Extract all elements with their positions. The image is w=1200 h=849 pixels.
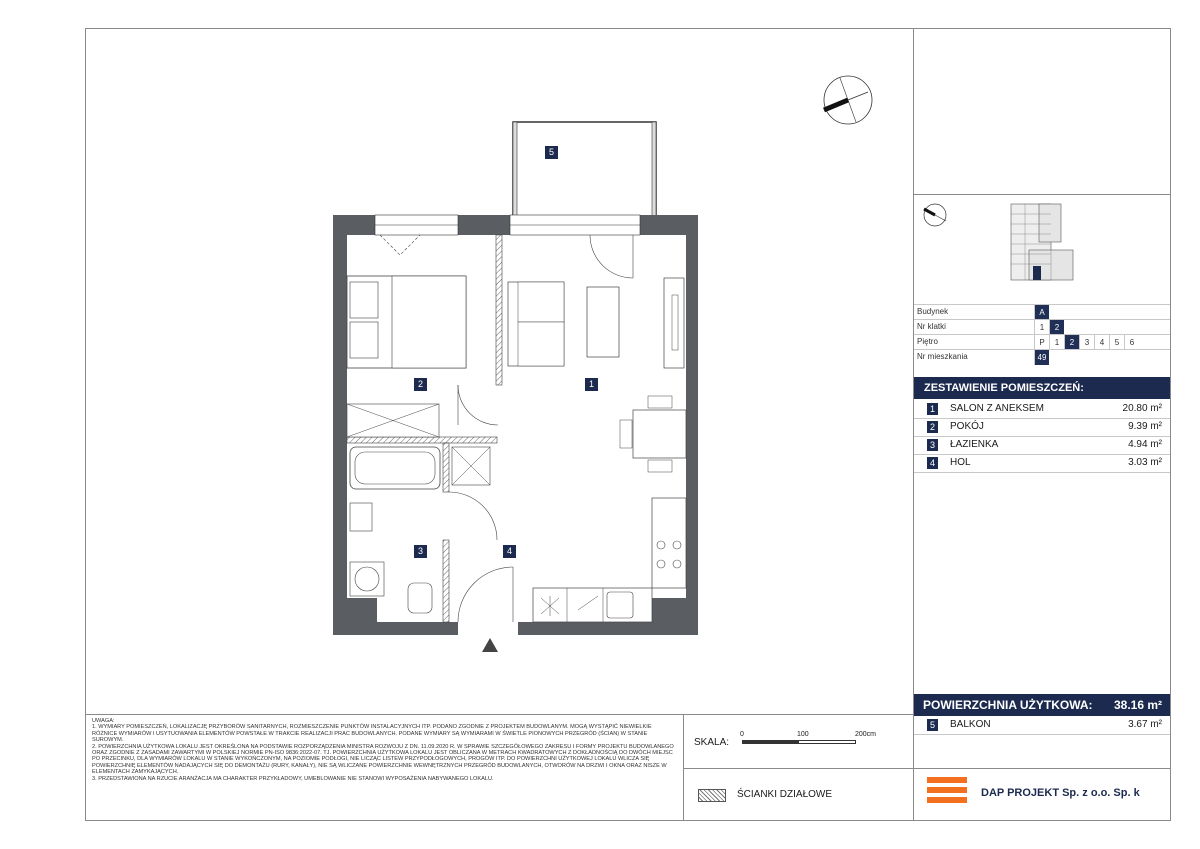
scale-tick-100: 100	[797, 731, 809, 738]
pietro-2: 2	[1064, 335, 1079, 350]
keyplan-divider	[914, 194, 1170, 195]
company-name: DAP PROJEKT Sp. z o.o. Sp. k	[981, 787, 1140, 799]
room-name: SALON Z ANEKSEM	[950, 403, 1044, 414]
scale-tick-0: 0	[740, 731, 744, 738]
room-badge-2: 2	[414, 378, 427, 391]
pietro-6: 6	[1124, 335, 1139, 350]
pietro-4: 4	[1094, 335, 1109, 350]
notes-block	[92, 718, 677, 782]
pietro-5: 5	[1109, 335, 1124, 350]
klatka-label: Nr klatki	[917, 322, 946, 331]
room-area: 9.39 m²	[1128, 421, 1162, 432]
room-row	[914, 436, 1170, 455]
balcony-number: 5	[927, 719, 938, 731]
pietro-3: 3	[1079, 335, 1094, 350]
scale-tick-200: 200cm	[855, 731, 877, 738]
keyplan-compass-icon	[920, 200, 950, 230]
floor-plan	[290, 60, 730, 660]
room-badge-3: 3	[414, 545, 427, 558]
budynek-value: A	[1034, 305, 1049, 320]
legend-label: ŚCIANKI DZIAŁOWE	[737, 789, 833, 800]
row-klatka	[914, 319, 1170, 335]
mieszkanie-label: Nr mieszkania	[917, 352, 968, 361]
balcony-name: BALKON	[950, 719, 991, 730]
room-row	[914, 418, 1170, 437]
klatka-2: 2	[1049, 320, 1064, 335]
rooms-header: ZESTAWIENIE POMIESZCZEŃ:	[914, 377, 1170, 399]
scale-bar	[742, 740, 856, 744]
room-badge-1: 1	[585, 378, 598, 391]
room-area: 3.03 m²	[1128, 457, 1162, 468]
klatka-1: 1	[1034, 320, 1049, 335]
row-mieszkanie	[914, 349, 1170, 365]
room-number: 1	[927, 403, 938, 415]
room-row	[914, 454, 1170, 473]
pietro-p: P	[1034, 335, 1049, 350]
scale-label: SKALA:	[694, 737, 730, 748]
building-keyplan	[1005, 200, 1080, 286]
note-3: 3. PRZEDSTAWIONA NA RZUCIE ARANŻACJA MA CHARAKTER PRZYKŁADOWY, UMEBLOWANIE NIE STANOWI WYPOSAŻENIA NABYWANEGO LOKALU.	[92, 775, 494, 782]
total-area-label: POWIERZCHNIA UŻYTKOWA:	[923, 698, 1093, 712]
room-name: HOL	[950, 457, 971, 468]
note-2: 2. POWIERZCHNIA UŻYTKOWA LOKALU JEST OKREŚLONA NA PODSTAWIE ROZPORZĄDZENIA MINISTRA ROZWOJU Z DN. 11.09.2020 R. W SPRAWIE SZCZEGÓŁOWEGO ZAKRESU I FORMY PROJEKTU BUDOWLANEGO ORAZ ZGODNIE Z ZASADAMI ZAWARTYMI W POLSKIEJ NORMIE PN-ISO 9836:2022-07. TJ. POWIERZCHNIA UŻYTKOWA LOKALU JEST OBLICZANA W METRACH KWADRATOWYCH Z DOKŁADNOŚCIĄ DO DWÓCH MIEJSC PO PRZECINKU, DLA WYMIARÓW LOKALU W STANIE WYKOŃCZONYM, NA POZIOMIE PODŁOGI, NIE LICZĄC LISTEW PRZYPODŁOGOWYCH, PROGÓW ITP. DO POWIERZCHNI UŻYTKOWEJ LOKALU WLICZA SIĘ POWIERZCHNIĘ ELEMENTÓW NADAJĄCYCH SIĘ DO DEMONTAŻU (RURY, KANAŁY), NIE SĄ WLICZANE POWIERZCHNIE WEWNĘTRZNYCH PRZEGRÓD BUDOWLANYCH, OTWORÓW NA DRZWI I OKNA ORAZ NISZE W ELEMENTACH ZAMYKAJĄCYCH.	[92, 743, 674, 776]
room-number: 2	[927, 421, 938, 433]
budynek-label: Budynek	[917, 307, 949, 316]
partition-wall-swatch	[698, 789, 726, 802]
note-1: 1. WYMIARY POMIESZCZEŃ, LOKALIZACJĘ PRZYBORÓW SANITARNYCH, ROZMIESZCZENIE PUNKTÓW INSTALACYJNYCH ITP. PODANO ZGODNIE Z PROJEKTEM BUDOWLANYM. MOGĄ WYSTĄPIĆ NIEWIELKIE RÓŻNICE WYMIARÓW I USYTUOWANIA ELEMENTÓW POWSTAŁE W TRAKCIE REALIZACJI PRAC BUDOWLANYCH. PODANE WYMIARY SĄ WYMIARAMI W ŚWIETLE PIONOWYCH PRZEGRÓD (ŚCIAN) W STANIE SUROWYM.	[92, 724, 652, 744]
footer-divider	[85, 714, 914, 715]
company-divider	[914, 768, 1170, 769]
pietro-1: 1	[1049, 335, 1064, 350]
balcony-area: 3.67 m²	[1128, 719, 1162, 730]
room-number: 3	[927, 439, 938, 451]
balcony-row	[914, 716, 1170, 735]
company-logo	[927, 777, 967, 809]
total-area-bar	[914, 694, 1170, 716]
room-name: ŁAZIENKA	[950, 439, 999, 450]
notes-title: UWAGA:	[92, 718, 115, 724]
room-name: POKÓJ	[950, 421, 984, 432]
room-badge-5: 5	[545, 146, 558, 159]
row-budynek	[914, 304, 1170, 320]
room-area: 4.94 m²	[1128, 439, 1162, 450]
total-area-value: 38.16 m²	[1113, 698, 1162, 712]
row-pietro	[914, 334, 1170, 350]
pietro-label: Piętro	[917, 337, 938, 346]
room-area: 20.80 m²	[1122, 403, 1162, 414]
scale-bar-fill	[743, 741, 799, 743]
mieszkanie-value: 49	[1034, 350, 1049, 365]
room-badge-4: 4	[503, 545, 516, 558]
room-row	[914, 400, 1170, 419]
compass-icon	[818, 70, 878, 130]
scale-divider	[684, 768, 913, 769]
room-number: 4	[927, 457, 938, 469]
